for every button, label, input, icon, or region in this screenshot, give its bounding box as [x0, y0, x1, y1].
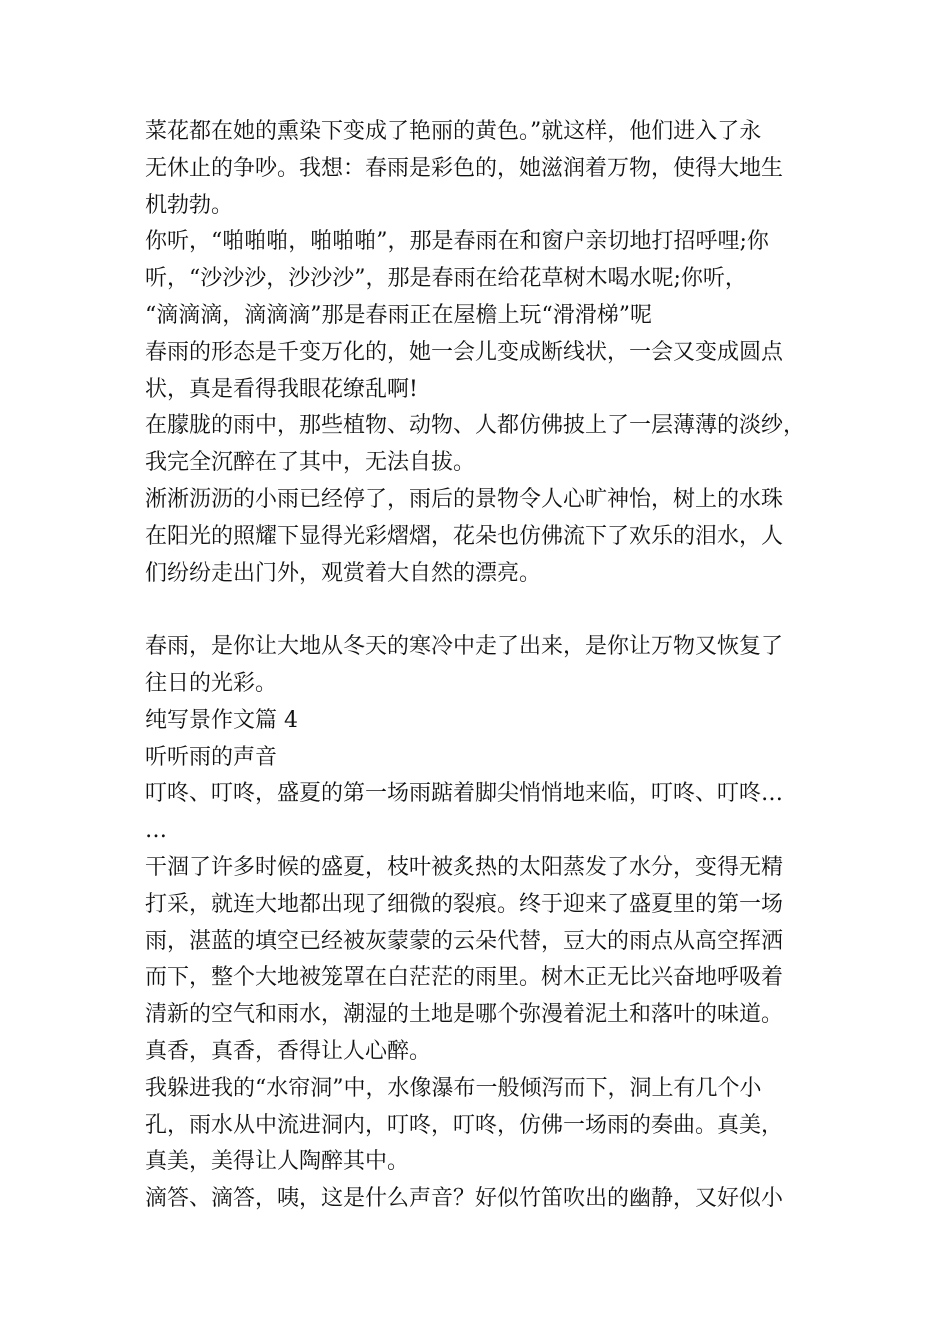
text-line: 状，真是看得我眼花缭乱啊!: [145, 376, 418, 402]
text-line: 你听，“啪啪啪，啪啪啪”，那是春雨在和窗户亲切地打招呼哩;你: [145, 229, 769, 255]
text-line: 春雨的形态是千变万化的，她一会儿变成断线状，一会又变成圆点: [145, 339, 784, 365]
text-line: 滴答、滴答，咦，这是什么声音？好似竹笛吹出的幽静，又好似小: [145, 1186, 784, 1212]
text-line: 雨，湛蓝的填空已经被灰蒙蒙的云朵代替，豆大的雨点从高空挥洒: [145, 928, 784, 954]
text-line: 清新的空气和雨水，潮湿的土地是哪个弥漫着泥土和落叶的味道。: [145, 1002, 784, 1028]
text-line: 在朦胧的雨中，那些植物、动物、人都仿佛披上了一层薄薄的淡纱，: [145, 413, 806, 439]
text-line: 听，“沙沙沙，沙沙沙”，那是春雨在给花草树木喝水呢;你听，: [145, 266, 747, 292]
text-line: “滴滴滴，滴滴滴”那是春雨正在屋檐上玩“滑滑梯”呢: [145, 302, 652, 328]
text-line: 真香，真香，香得让人心醉。: [145, 1038, 432, 1064]
blank-line: [145, 592, 820, 629]
text-line: 真美，美得让人陶醉其中。: [145, 1149, 410, 1175]
text-line: 机勃勃。: [145, 192, 234, 218]
text-line: 干涸了许多时候的盛夏，枝叶被炙热的太阳蒸发了水分，变得无精: [145, 854, 784, 880]
section-heading: 纯写景作文篇 4: [145, 707, 298, 733]
text-line: 往日的光彩。: [145, 670, 278, 696]
text-line: 孔，雨水从中流进洞内，叮咚，叮咚，仿佛一场雨的奏曲。真美，: [145, 1112, 784, 1138]
text-line: 叮咚、叮咚，盛夏的第一场雨踮着脚尖悄悄地来临，叮咚、叮咚…: [145, 781, 784, 807]
text-line: 打采，就连大地都出现了细微的裂痕。终于迎来了盛夏里的第一场: [145, 891, 784, 917]
text-line: 而下，整个大地被笼罩在白茫茫的雨里。树木正无比兴奋地呼吸着: [145, 965, 784, 991]
document-body: [145, 114, 820, 1218]
text-line: 淅淅沥沥的小雨已经停了，雨后的景物令人心旷神怡，树上的水珠: [145, 486, 784, 512]
text-line: 菜花都在她的熏染下变成了艳丽的黄色。”就这样，他们进入了永: [145, 119, 762, 144]
text-line: 春雨，是你让大地从冬天的寒冷中走了出来，是你让万物又恢复了: [145, 634, 784, 660]
text-line: 无休止的争吵。我想：春雨是彩色的，她滋润着万物，使得大地生: [145, 155, 784, 181]
text-line: 我躲进我的“水帘洞”中，水像瀑布一般倾泻而下，洞上有几个小: [145, 1075, 762, 1101]
text-line: 我完全沉醉在了其中，无法自拔。: [145, 450, 476, 476]
text-line: 在阳光的照耀下显得光彩熠熠，花朵也仿佛流下了欢乐的泪水，人: [145, 523, 784, 549]
article-title: 听听雨的声音: [145, 744, 278, 770]
text-line: 们纷纷走出门外，观赏着大自然的漂亮。: [145, 560, 542, 586]
text-line: …: [145, 818, 167, 844]
